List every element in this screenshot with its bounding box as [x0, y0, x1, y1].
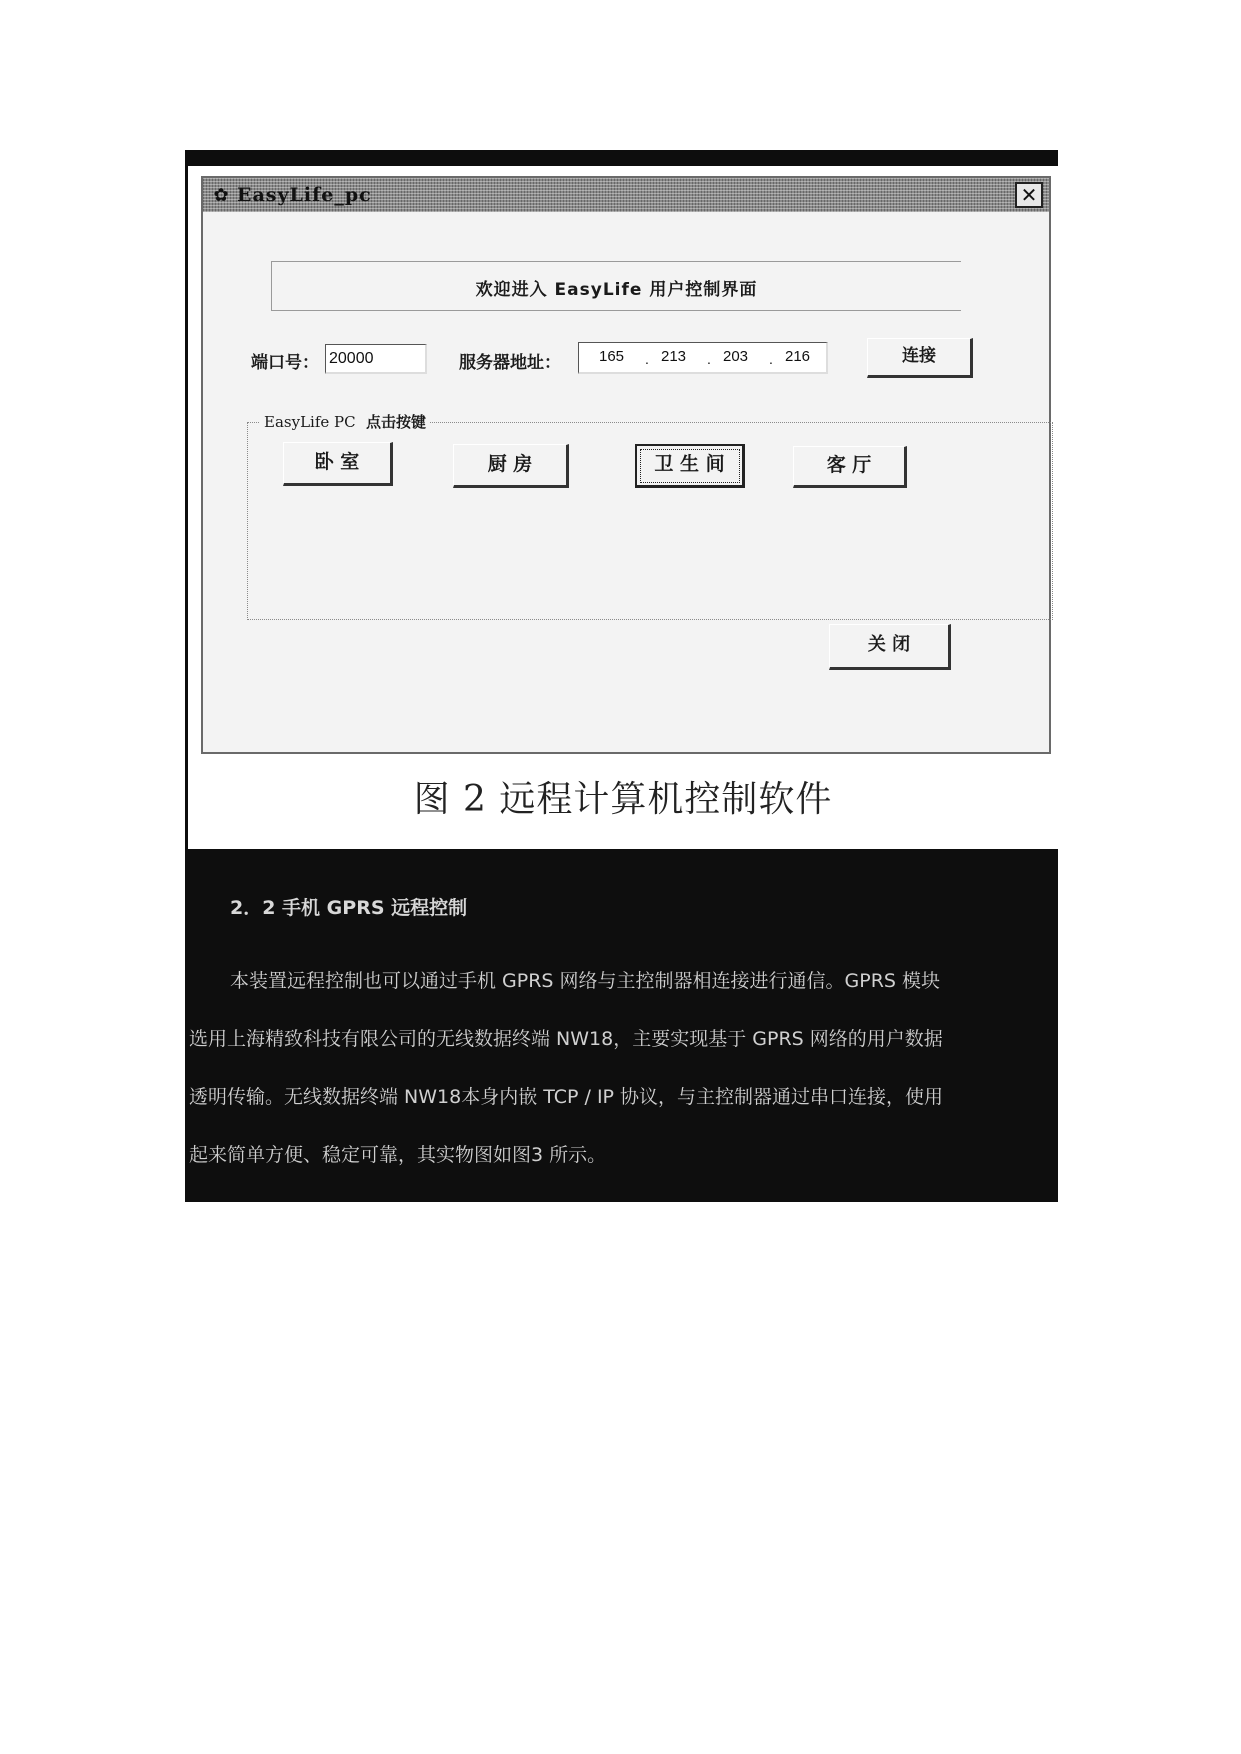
- room-button-bathroom[interactable]: 卫 生 间: [635, 444, 745, 488]
- figure-frame: [185, 150, 1058, 849]
- welcome-text: 欢迎进入 EasyLife 用户控制界面: [475, 280, 758, 300]
- close-button[interactable]: 关 闭: [829, 624, 951, 670]
- group-legend-en: EasyLife PC: [264, 413, 356, 431]
- paragraph-line: 起来简单方便、稳定可靠，其实物图如图3 所示。: [189, 1144, 607, 1166]
- port-label: 端口号：: [251, 353, 319, 373]
- figure-image: [188, 166, 1058, 849]
- close-window-button[interactable]: ✕: [1015, 182, 1043, 208]
- ip-octet-2: 213: [661, 348, 687, 365]
- window-titlebar[interactable]: [203, 178, 1049, 212]
- ip-dot: .: [707, 351, 711, 367]
- app-icon: ✿: [213, 185, 229, 206]
- connect-button[interactable]: 连接: [867, 338, 973, 378]
- ip-octet-1: 165: [599, 348, 625, 365]
- paragraph-line: 选用上海精致科技有限公司的无线数据终端 NW18，主要实现基于 GPRS 网络的用户数据: [189, 1028, 943, 1050]
- ip-dot: .: [769, 351, 773, 367]
- paragraph-line: 本装置远程控制也可以通过手机 GPRS 网络与主控制器相连接进行通信。GPRS 模块: [230, 970, 941, 992]
- paragraph-line: 透明传输。无线数据终端 NW18本身内嵌 TCP / IP 协议，与主控制器通过串口连接，使用: [189, 1086, 944, 1108]
- room-button-living-room[interactable]: 客 厅: [793, 446, 907, 488]
- server-address-label: 服务器地址：: [459, 353, 561, 373]
- welcome-panel: [271, 261, 961, 311]
- ip-octet-3: 203: [723, 348, 749, 365]
- window-title: EasyLife_pc: [237, 184, 372, 206]
- figure-caption: 图 2 远程计算机控制软件: [413, 779, 833, 820]
- text-section: [185, 849, 1058, 1202]
- server-ip-input[interactable]: [578, 342, 828, 374]
- ip-dot: .: [645, 351, 649, 367]
- room-button-bedroom[interactable]: 卧 室: [283, 442, 393, 486]
- port-input[interactable]: [325, 344, 427, 374]
- port-value: 20000: [329, 350, 374, 367]
- section-heading: 2．2 手机 GPRS 远程控制: [230, 897, 468, 919]
- app-window: [201, 176, 1051, 754]
- ip-octet-4: 216: [785, 348, 811, 365]
- room-button-kitchen[interactable]: 厨 房: [453, 444, 569, 488]
- group-legend-cn: 点击按键: [366, 413, 427, 431]
- group-legend: [260, 411, 430, 432]
